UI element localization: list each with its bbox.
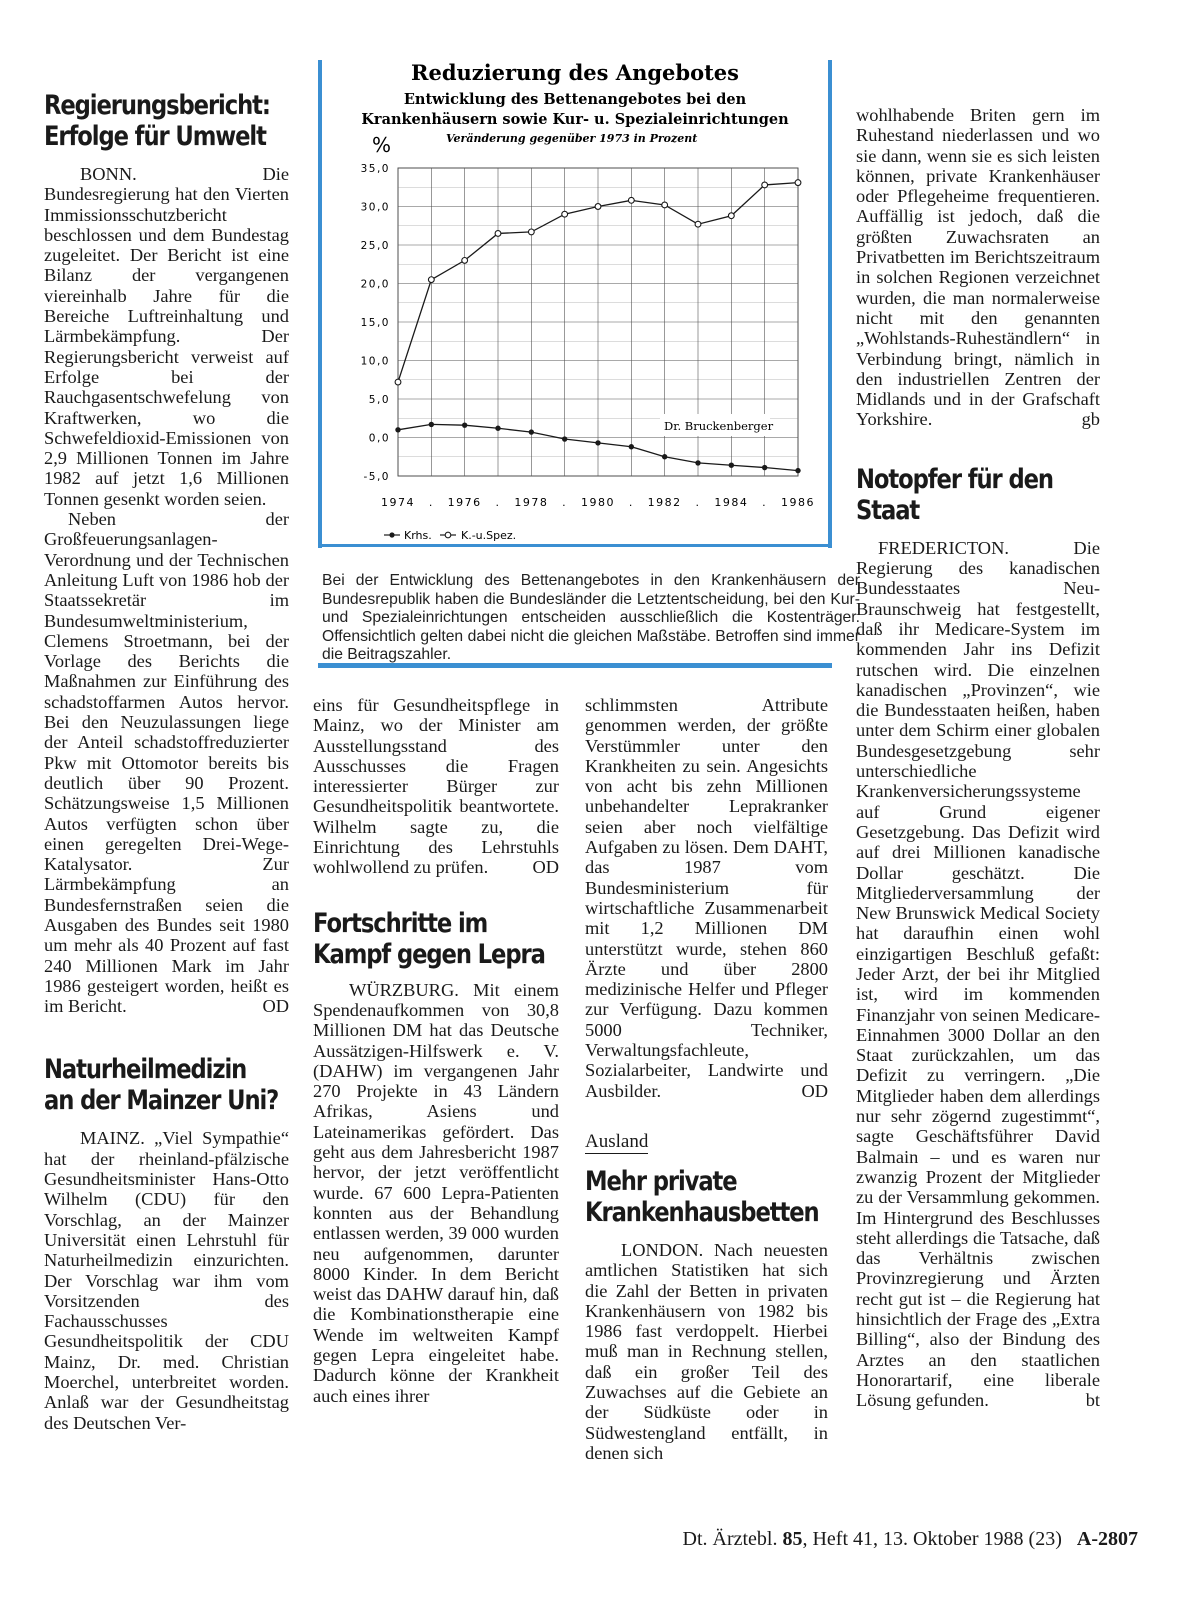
article-text-notopfer-1: FREDERICTON. Die Regierung des kanadischen Bundesstaates Neu-Braunschweig hat festgestellt, daß ihr Medicare-System im kommenden Jahr ins Defizit rutschen wird. Die einzelnen kanadischen „Provinzen“, wie die Bundesstaaten heißen, haben unter dem Schirm einer globalen Bundesgesetzgebung sehr unterschiedliche Krankenversicherungssysteme auf Grund eigener Gesetzgebung. Das Defizit wird auf drei Millionen kanadische Dollar geschätzt. Die Mitgliederversammlung der New Brunswick Medical Society hat daraufhin einen wohl einzigartigen Beschluß gefaßt: Jeder Arzt, der bei ihr Mitglied ist, wird im kommenden Finanzjahr von seinen Medicare-Einnahmen 3000 Dollar an den Staat zurückzahlen, um das Defizit zu verringern. „Die Mitglieder haben dem allerdings nur sehr zögernd zugestimmt“, sagte Geschäftsführer David Balmain – und es waren nur zwanzig Prozent der Mitglieder zu der Versammlung gekommen. Im Hintergrund des Beschlusses steht allerdings die Tatsache, daß das Verhältnis zwischen Provinzregierung und Ärzten recht gut ist – die Regierung hat hinsichtlich der Frage des „Extra Billing“, also der Bindung des Arztes an den staatlichen Honorartarif, eine liberale Lösung gefunden. bt [856, 537, 1100, 1411]
article-text-lepra-1: WÜRZBURG. Mit einem Spendenaufkommen von 30,8 Millionen DM hat das Deutsche Aussätzigen-Hilfswerk e. V. (DAHW) im vergangenen Jahr 270 Projekte in 43 Ländern Afrikas, Asiens und Lateinamerikas gefördert. Das geht aus dem Jahresbericht 1987 hervor, der jetzt veröffentlicht wurde. 67 600 Lepra-Patienten konnten aus der Behandlung entlassen werden, 39 000 wurden neu aufgenommen, darunter 8000 Kinder. In dem Bericht weist das DAHW darauf hin, daß die Kombinationstherapie eine Wende im weltweiten Kampf gegen Lepra eingeleitet habe. Dadurch könne der Krankheit auch eines ihrer [313, 979, 559, 1406]
bed-supply-chart [322, 56, 828, 546]
chart-subtitle-1: Entwicklung des Bettenangebotes bei den [403, 91, 747, 108]
footer-journal: Dt. Ärztebl. [682, 1528, 778, 1550]
chart-legend [384, 529, 516, 542]
chart-x-tick-label: 1978 [514, 496, 549, 509]
chart-y-tick-label: 25,0 [360, 240, 390, 252]
chart-point-kur-spez [795, 180, 801, 186]
article-text-naturheil-1: MAINZ. „Viel Sympathie“ hat der rheinland-pfälzische Gesundheitsminister Hans-Otto Wilhelm (CDU) für den Vorschlag, an der Mainzer Universität einen Lehrstuhl für Naturheilmedizin einzurichten. Der Vorschlag war ihm vom Vorsitzenden des Fachausschusses Gesundheitspolitik der CDU Mainz, Dr. med. Christian Moerchel, unterbreitet worden. Anlaß war der Gesundheitstag des Deutschen Ver- [44, 1128, 289, 1433]
column-3 [585, 695, 828, 1463]
chart-y-tick-label: 20,0 [360, 278, 390, 291]
chart-y-tick-label: 35,0 [360, 163, 390, 175]
legend-marker-filled [389, 532, 394, 537]
chart-point-krhs [495, 426, 500, 431]
section-label-ausland: Ausland [585, 1130, 649, 1152]
chart-subtitle-2: Krankenhäusern sowie Kur- u. Spezialeinrichtungen [361, 111, 789, 128]
chart-y-tick-label: 5,0 [368, 394, 390, 406]
author-signature: OD [262, 996, 289, 1017]
chart-x-tick-label: . [495, 496, 501, 509]
legend-label-krhs: Krhs. [404, 529, 432, 542]
author-signature: OD [532, 857, 559, 878]
chart-point-kur-spez [428, 277, 434, 283]
chart-point-krhs [562, 436, 567, 441]
chart-x-tick-label: . [628, 496, 634, 509]
chart-point-krhs [395, 427, 400, 432]
chart-point-kur-spez [762, 182, 768, 188]
author-signature: OD [801, 1080, 828, 1101]
footer-issue: , Heft 41, 13. Oktober 1988 (23) [802, 1528, 1062, 1550]
footer-volume: 85 [782, 1528, 803, 1550]
chart-frame-right [828, 60, 832, 548]
chart-x-tick-label: 1982 [647, 496, 682, 509]
chart-point-kur-spez [695, 221, 701, 227]
article-text-ausland-1: LONDON. Nach neuesten amtlichen Statistiken hat sich die Zahl der Betten in privaten Krankenhäusern von 1982 bis 1986 fast verdoppelt. Hierbei muß man in Rechnung stellen, daß ein großer Teil des Zuwachses auf die Gebiete an der Südküste oder in Südwestengland entfällt, in denen sich [585, 1239, 828, 1463]
article-headline-umwelt: Regierungsbericht: Erfolge für Umwelt [44, 90, 270, 152]
article-text-umwelt-2: Neben der Großfeuerungsanlagen-Verordnung und der Technischen Anleitung Luft von 1986 hob der Staatssekretär im Bundesumweltministerium, Clemens Stroetmann, bei der Vorlage des Berichts die Maßnahmen zur Einführung des schadstoffarmen Autos hervor. Bei den Neuzulassungen liege der Anteil schadstoffreduzierter Pkw mit Ottomotor bereits bis deutlich über 90 Prozent. Schätzungsweise 1,5 Millionen Autos verfügten schon über einen geregelten Drei-Wege-Katalysator. Zur Lärmbekämpfung an Bundesfernstraßen seien die Ausgaben des Bundes seit 1980 um mehr als 40 Prozent auf fast 240 Millionen Mark im Jahr 1986 gesteigert worden, heißt es im Bericht. OD [44, 509, 289, 1017]
article-headline-lepra: Fortschritte im Kampf gegen Lepra [313, 907, 545, 970]
chart-x-tick-label: 1974 [381, 496, 415, 509]
chart-point-krhs [795, 468, 800, 473]
chart-point-krhs [429, 422, 434, 427]
chart-point-kur-spez [495, 231, 501, 237]
chart-x-tick-label: . [562, 496, 568, 509]
chart-point-krhs [529, 429, 534, 434]
chart-point-kur-spez [562, 211, 568, 217]
page-footer [683, 1528, 1139, 1551]
chart-y-tick-label: 0,0 [368, 432, 390, 445]
chart-x-tick-label: . [695, 496, 701, 509]
chart-y-tick-label: 10,0 [360, 355, 390, 368]
column-4 [856, 105, 1100, 1411]
legend-marker-open [445, 532, 451, 538]
chart-point-krhs [729, 463, 734, 468]
chart-point-kur-spez [662, 202, 668, 208]
chart-point-krhs [629, 444, 634, 449]
chart-y-tick-label: 30,0 [360, 201, 390, 214]
chart-x-tick-label: 1984 [714, 496, 749, 509]
chart-point-krhs [595, 440, 600, 445]
chart-unit-note: Veränderung gegenüber 1973 in Prozent [446, 132, 698, 145]
article-headline-notopfer: Notopfer für den Staat [856, 463, 1053, 526]
chart-y-unit: % [372, 133, 392, 157]
author-signature: gb [1081, 409, 1100, 430]
legend-label-kur-spez: K.-u.Spez. [461, 529, 517, 542]
article-headline-naturheil: Naturheilmedizin an der Mainzer Uni? [44, 1054, 279, 1117]
chart-point-krhs [695, 460, 700, 465]
chart-credit-box [660, 414, 774, 436]
chart-point-krhs [762, 465, 767, 470]
footer-page-number: A-2807 [1076, 1528, 1138, 1550]
chart-x-tick-label: 1986 [781, 496, 815, 509]
chart-point-kur-spez [628, 197, 634, 203]
chart-point-kur-spez [728, 213, 734, 219]
chart-point-kur-spez [462, 258, 468, 264]
chart-title: Reduzierung des Angebotes [411, 60, 739, 85]
chart-caption: Bei der Entwicklung des Bettenangebotes in den Krankenhäusern der Bundesrepublik haben die Bundesländer die Letztentscheidung, bei den Kur- und Spezialeinrichtungen entscheiden ausschließlich die Kostenträger. Offensichtlich gelten dabei nicht die gleichen Maßstäbe. Betroffen sind immer die Beitragszahler. [322, 572, 860, 664]
article-text-lepra-cont: schlimmsten Attribute genommen werden, der größte Verstümmler unter den Krankheiten zu sein. Angesichts von acht bis zehn Millionen unbehandelter Leprakranker seien aber noch vielfältige Aufgaben zu lösen. Dem DAHT, das 1987 vom Bundesministerium für wirtschaftliche Zusammenarbeit mit 1,2 Millionen DM unterstützt wurde, stehen 860 Ärzte und über 2800 medizinische Helfer und Pfleger zur Verfügung. Dazu kommen 5000 Techniker, Verwaltungsfachleute, Sozialarbeiter, Landwirte und Ausbilder. OD [585, 695, 828, 1101]
chart-y-tick-label: -5,0 [363, 471, 390, 483]
column-1 [44, 90, 289, 1433]
chart-x-tick-label: 1976 [447, 496, 482, 509]
chart-point-kur-spez [528, 229, 534, 235]
chart-x-tick-label: 1980 [581, 496, 615, 509]
chart-point-krhs [662, 454, 667, 459]
chart-point-kur-spez [395, 379, 401, 385]
column-2 [313, 695, 559, 1406]
chart-point-krhs [462, 422, 467, 427]
chart-section-divider [318, 663, 832, 668]
article-text-umwelt-1: BONN. Die Bundesregierung hat den Vierten Immissionsschutzbericht beschlossen und dem Bundestag zugeleitet. Der Bericht ist eine Bilanz der vergangenen viereinhalb Jahre für die Bereiche Luftreinhaltung und Lärmbekämpfung. Der Regierungsbericht verweist auf Erfolge bei der Rauchgasentschwefelung von Kraftwerken, wo die Schwefeldioxid-Emissionen von 2,9 Millionen Tonnen im Jahre 1982 auf jetzt 1,6 Millionen Tonnen gesenkt worden seien. [44, 164, 289, 509]
article-headline-ausland: Mehr private Krankenhausbetten [585, 1165, 819, 1228]
article-text-ausland-cont: wohlhabende Briten gern im Ruhestand niederlassen und wo sie dann, wenn sie es sich leisten können, private Krankenhäuser oder Pflegeheime frequentieren. Auffällig ist jedoch, daß die größten Zuwachsraten an Privatbetten im Berichtszeitraum in solchen Regionen verzeichnet wurden, die man normalerweise nicht mit den genannten „Wohlstands-Ruheständlern“ in Verbindung bringt, nämlich in den industriellen Zentren der Midlands und in der Grafschaft Yorkshire. gb [856, 105, 1100, 430]
article-text-naturheil-cont: eins für Gesundheitspflege in Mainz, wo der Minister am Ausstellungsstand des Ausschusses die Fragen interessierter Bürger zur Gesundheitspolitik beantwortete. Wilhelm sagte zu, die Einrichtung des Lehrstuhls wohlwollend zu prüfen. OD [313, 695, 559, 878]
chart-x-tick-label: . [762, 496, 768, 509]
author-signature: bt [1085, 1390, 1100, 1411]
chart-y-tick-label: 15,0 [360, 317, 390, 329]
chart-x-tick-label: . [428, 496, 434, 509]
chart-credit: Dr. Bruckenberger [664, 419, 774, 433]
chart-point-kur-spez [595, 204, 601, 210]
